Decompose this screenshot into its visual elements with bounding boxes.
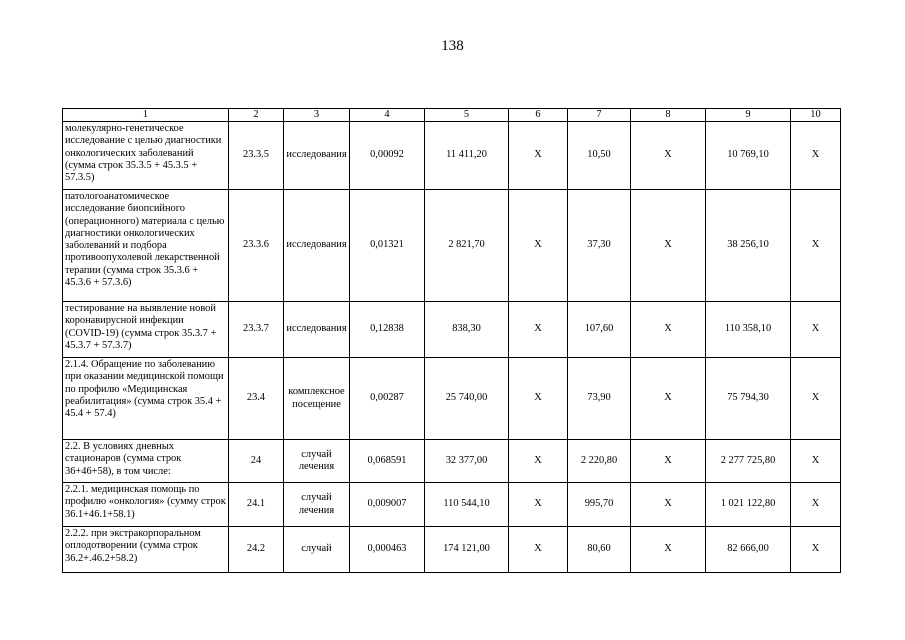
row-norm-cell: 0,12838 — [350, 302, 425, 358]
row-col8-cell: Х — [631, 440, 706, 483]
row-col9-cell: 10 769,10 — [706, 122, 791, 190]
row-code-cell: 24 — [229, 440, 284, 483]
header-cell: 9 — [706, 109, 791, 122]
row-code-cell: 23.3.7 — [229, 302, 284, 358]
row-cost-cell: 25 740,00 — [425, 358, 509, 440]
row-col6-cell: Х — [509, 483, 568, 527]
row-col10-cell: Х — [791, 190, 841, 302]
row-col10-cell: Х — [791, 527, 841, 573]
row-name-cell: 2.2. В условиях дневных стационаров (сумма строк 36+46+58), в том числе: — [63, 440, 229, 483]
row-cost-cell: 11 411,20 — [425, 122, 509, 190]
table-row — [63, 483, 841, 527]
row-unit-cell: исследования — [284, 190, 350, 302]
header-cell: 5 — [425, 109, 509, 122]
header-cell: 8 — [631, 109, 706, 122]
row-code-cell: 24.2 — [229, 527, 284, 573]
header-cell: 4 — [350, 109, 425, 122]
row-unit-cell: случай лечения — [284, 483, 350, 527]
header-cell: 1 — [63, 109, 229, 122]
row-code-cell: 24.1 — [229, 483, 284, 527]
row-col7-cell: 10,50 — [568, 122, 631, 190]
row-col8-cell: Х — [631, 483, 706, 527]
row-cost-cell: 838,30 — [425, 302, 509, 358]
row-col9-cell: 2 277 725,80 — [706, 440, 791, 483]
row-norm-cell: 0,000463 — [350, 527, 425, 573]
row-norm-cell: 0,00287 — [350, 358, 425, 440]
row-unit-cell: комплексное посещение — [284, 358, 350, 440]
header-cell: 7 — [568, 109, 631, 122]
row-col10-cell: Х — [791, 483, 841, 527]
row-col10-cell: Х — [791, 122, 841, 190]
row-col7-cell: 2 220,80 — [568, 440, 631, 483]
table-row — [63, 190, 841, 302]
row-col8-cell: Х — [631, 527, 706, 573]
row-unit-cell: случай — [284, 527, 350, 573]
header-cell: 6 — [509, 109, 568, 122]
row-col9-cell: 1 021 122,80 — [706, 483, 791, 527]
table-row — [63, 122, 841, 190]
table-row — [63, 358, 841, 440]
row-col6-cell: Х — [509, 122, 568, 190]
row-code-cell: 23.3.5 — [229, 122, 284, 190]
row-name-cell: 2.2.1. медицинская помощь по профилю «онкология» (сумму строк 36.1+46.1+58.1) — [63, 483, 229, 527]
row-cost-cell: 2 821,70 — [425, 190, 509, 302]
row-col10-cell: Х — [791, 302, 841, 358]
row-col6-cell: Х — [509, 302, 568, 358]
table-row — [63, 440, 841, 483]
row-name-cell: 2.2.2. при экстракорпоральном оплодотворении (сумма строк 36.2+.46.2+58.2) — [63, 527, 229, 573]
header-cell: 2 — [229, 109, 284, 122]
row-code-cell: 23.3.6 — [229, 190, 284, 302]
row-norm-cell: 0,068591 — [350, 440, 425, 483]
row-col9-cell: 38 256,10 — [706, 190, 791, 302]
row-name-cell: молекулярно-генетическое исследование с целью диагностики онкологических заболеваний (сумма строк 35.3.5 + 45.3.5 + 57.3.5) — [63, 122, 229, 190]
table-row — [63, 302, 841, 358]
row-col8-cell: Х — [631, 302, 706, 358]
row-name-cell: патологоанатомическое исследование биопсийного (операционного) материала с целью диагностики онкологических заболеваний и подбора противоопухолевой лекарственной терапии (сумма строк 35.3.6 + 45.3.6 + 57.3.6) — [63, 190, 229, 302]
header-row — [63, 109, 841, 122]
row-col9-cell: 75 794,30 — [706, 358, 791, 440]
row-col7-cell: 107,60 — [568, 302, 631, 358]
row-col9-cell: 110 358,10 — [706, 302, 791, 358]
row-col8-cell: Х — [631, 358, 706, 440]
row-cost-cell: 32 377,00 — [425, 440, 509, 483]
row-code-cell: 23.4 — [229, 358, 284, 440]
page-number: 138 — [441, 38, 464, 54]
row-unit-cell: исследования — [284, 302, 350, 358]
row-col10-cell: Х — [791, 358, 841, 440]
table-row — [63, 527, 841, 573]
row-col7-cell: 995,70 — [568, 483, 631, 527]
header-cell: 10 — [791, 109, 841, 122]
row-unit-cell: исследования — [284, 122, 350, 190]
row-col7-cell: 80,60 — [568, 527, 631, 573]
row-col9-cell: 82 666,00 — [706, 527, 791, 573]
row-norm-cell: 0,01321 — [350, 190, 425, 302]
row-col6-cell: Х — [509, 527, 568, 573]
row-unit-cell: случай лечения — [284, 440, 350, 483]
row-name-cell: тестирование на выявление новой коронавирусной инфекции (COVID-19) (сумма строк 35.3.7 + 45.3.7 + 57.3.7) — [63, 302, 229, 358]
row-col7-cell: 73,90 — [568, 358, 631, 440]
row-col10-cell: Х — [791, 440, 841, 483]
row-col7-cell: 37,30 — [568, 190, 631, 302]
row-col8-cell: Х — [631, 122, 706, 190]
row-norm-cell: 0,009007 — [350, 483, 425, 527]
data-table — [62, 108, 841, 573]
row-col8-cell: Х — [631, 190, 706, 302]
header-cell: 3 — [284, 109, 350, 122]
row-cost-cell: 174 121,00 — [425, 527, 509, 573]
row-cost-cell: 110 544,10 — [425, 483, 509, 527]
row-col6-cell: Х — [509, 358, 568, 440]
row-col6-cell: Х — [509, 440, 568, 483]
row-col6-cell: Х — [509, 190, 568, 302]
row-norm-cell: 0,00092 — [350, 122, 425, 190]
row-name-cell: 2.1.4. Обращение по заболеванию при оказании медицинской помощи по профилю «Медицинская реабилитация» (сумма строк 35.4 + 45.4 + 57.4) — [63, 358, 229, 440]
